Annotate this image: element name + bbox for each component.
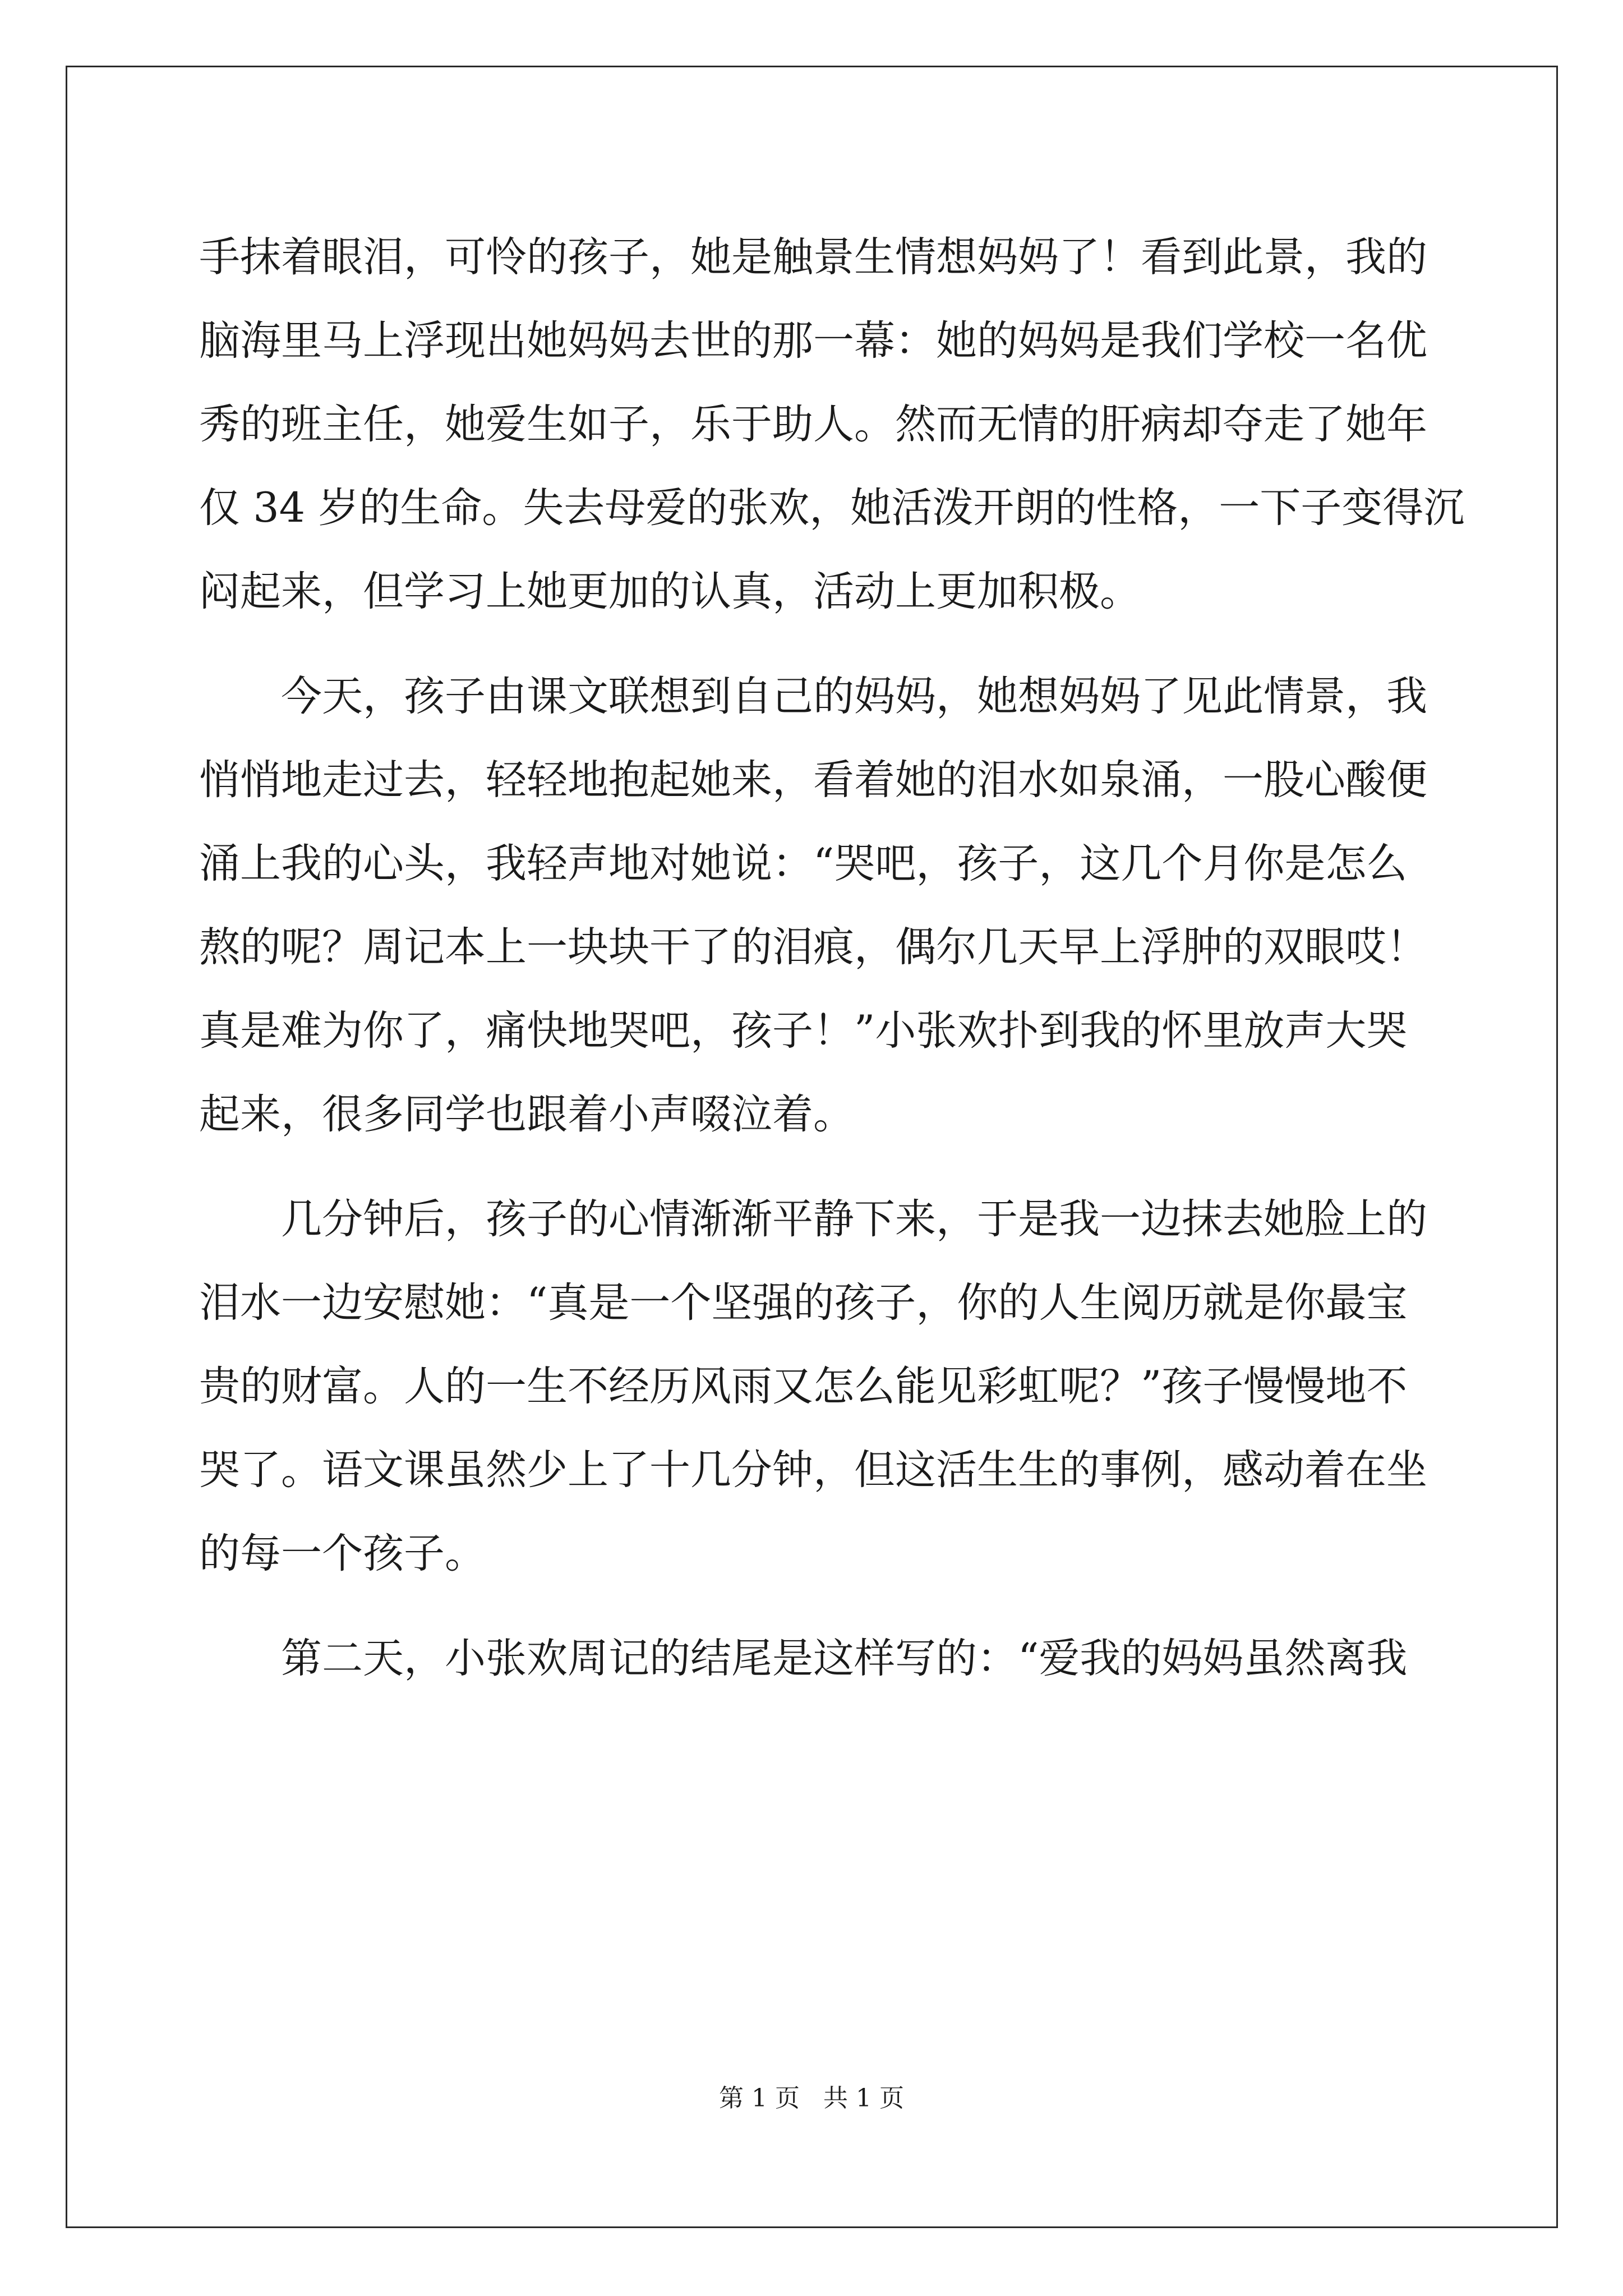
text-line: 第二天，小张欢周记的结尾是这样写的：“爱我的妈妈虽然离我 [281, 1635, 1408, 1682]
text-line: 的每一个孩子。 [199, 1530, 486, 1577]
text-line: 贵的财富。人的一生不经历风雨又怎么能见彩虹呢？”孩子慢慢地不 [199, 1363, 1408, 1410]
text-line: 脑海里马上浮现出她妈妈去世的那一幕：她的妈妈是我们学校一名优 [199, 317, 1427, 365]
paragraph-spacer [199, 1156, 1427, 1177]
text-line: 泪水一边安慰她：“真是一个坚强的孩子，你的人生阅历就是你最宝 [199, 1279, 1408, 1327]
text-line: 涌上我的心头，我轻声地对她说：“哭吧，孩子，这几个月你是怎么 [199, 840, 1408, 887]
text-line: 熬的呢？周记本上一块块干了的泪痕，偶尔几天早上浮肿的双眼哎！ [199, 923, 1427, 971]
text-line: 几分钟后，孩子的心情渐渐平静下来，于是我一边抹去她脸上的 [281, 1195, 1427, 1243]
page-number-footer: 第 1 页 共 1 页 [719, 2084, 904, 2113]
text-line: 真是难为你了，痛快地哭吧，孩子！”小张欢扑到我的怀里放声大哭 [199, 1007, 1408, 1055]
paragraph-spacer [199, 633, 1427, 655]
text-line: 悄悄地走过去，轻轻地抱起她来，看着她的泪水如泉涌，一股心酸便 [199, 756, 1427, 804]
text-line: 仅 34 岁的生命。失去母爱的张欢，她活泼开朗的性格，一下子变得沉 [199, 484, 1465, 532]
text-line: 手抹着眼泪，可怜的孩子，她是触景生情想妈妈了！看到此景，我的 [199, 233, 1427, 281]
text-line: 今天，孩子由课文联想到自己的妈妈，她想妈妈了见此情景，我 [281, 673, 1427, 720]
paragraph-spacer [199, 1595, 1427, 1617]
text-line: 哭了。语文课虽然少上了十几分钟，但这活生生的事例，感动着在坐 [199, 1446, 1427, 1494]
text-line: 起来，很多同学也跟着小声啜泣着。 [199, 1091, 854, 1138]
document-body [199, 215, 1465, 1700]
text-line: 闷起来，但学习上她更加的认真，活动上更加积极。 [199, 568, 1141, 615]
text-line: 秀的班主任，她爱生如子，乐于助人。然而无情的肝病却夺走了她年 [199, 401, 1427, 448]
